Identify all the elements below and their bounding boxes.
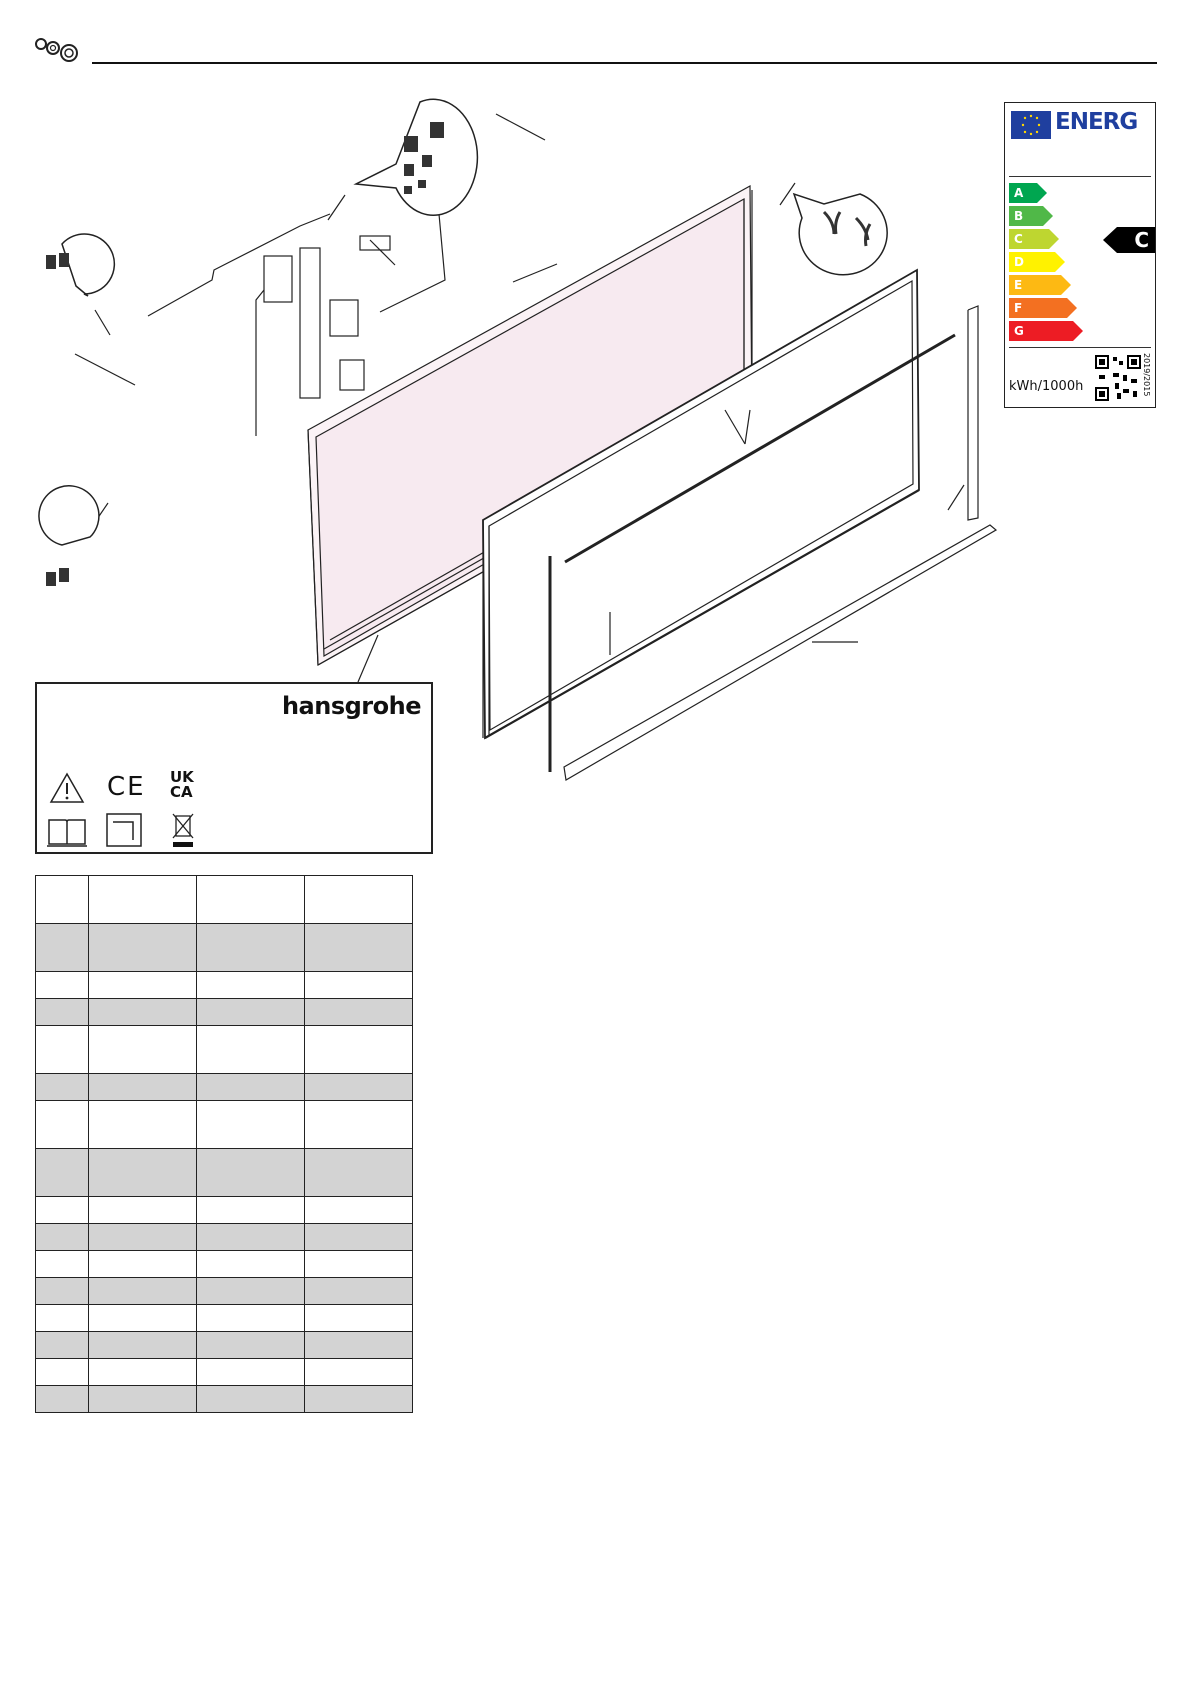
table-cell bbox=[197, 924, 305, 972]
table-row bbox=[36, 1224, 413, 1251]
table-row bbox=[36, 972, 413, 999]
table-cell bbox=[36, 1074, 89, 1101]
callout-wall-plate-lower bbox=[39, 486, 99, 545]
table-cell bbox=[36, 1101, 89, 1149]
table-cell bbox=[305, 1149, 413, 1197]
energy-class-f: F bbox=[1009, 298, 1067, 318]
warning-icon bbox=[49, 772, 85, 804]
table-cell bbox=[197, 999, 305, 1026]
table-cell bbox=[197, 876, 305, 924]
table-cell bbox=[305, 1278, 413, 1305]
table-row bbox=[36, 924, 413, 972]
table-cell bbox=[197, 1026, 305, 1074]
table-cell bbox=[197, 1251, 305, 1278]
table-cell bbox=[305, 999, 413, 1026]
table-cell bbox=[89, 1101, 197, 1149]
brand-logo: hansgrohe bbox=[281, 692, 421, 720]
table-cell bbox=[89, 1386, 197, 1413]
table-row bbox=[36, 1386, 413, 1413]
table-cell bbox=[197, 1224, 305, 1251]
table-cell bbox=[89, 972, 197, 999]
table-row bbox=[36, 1305, 413, 1332]
table-cell bbox=[89, 1149, 197, 1197]
callout-hooks bbox=[794, 194, 887, 275]
energy-class-d: D bbox=[1009, 252, 1055, 272]
table-cell bbox=[197, 972, 305, 999]
table-row bbox=[36, 1026, 413, 1074]
frame-icon bbox=[105, 812, 143, 848]
table-cell bbox=[89, 1332, 197, 1359]
table-cell bbox=[305, 1332, 413, 1359]
table-cell bbox=[305, 876, 413, 924]
table-row bbox=[36, 876, 413, 924]
table-cell bbox=[197, 1149, 305, 1197]
table-row bbox=[36, 1278, 413, 1305]
table-cell bbox=[305, 1101, 413, 1149]
table-cell bbox=[197, 1074, 305, 1101]
table-cell bbox=[36, 1149, 89, 1197]
callout-wall-plate-upper bbox=[62, 234, 114, 296]
energy-class-e: E bbox=[1009, 275, 1061, 295]
table-cell bbox=[36, 1197, 89, 1224]
side-profile bbox=[968, 306, 978, 520]
table-cell bbox=[89, 1074, 197, 1101]
energy-class-c: C bbox=[1009, 229, 1049, 249]
ukca-mark-ca: CA bbox=[170, 783, 193, 801]
energy-class-a: A bbox=[1009, 183, 1037, 203]
table-cell bbox=[197, 1305, 305, 1332]
energy-label bbox=[1004, 102, 1156, 408]
table-row bbox=[36, 1359, 413, 1386]
table-cell bbox=[305, 972, 413, 999]
table-cell bbox=[305, 1305, 413, 1332]
table-cell bbox=[36, 1332, 89, 1359]
table-cell bbox=[197, 1359, 305, 1386]
table-cell bbox=[305, 1074, 413, 1101]
table-cell bbox=[89, 1359, 197, 1386]
table-cell bbox=[89, 1026, 197, 1074]
table-cell bbox=[89, 924, 197, 972]
energy-unit: kWh/1000h bbox=[1009, 379, 1084, 394]
table-cell bbox=[36, 1278, 89, 1305]
table-cell bbox=[36, 1359, 89, 1386]
table-row bbox=[36, 1074, 413, 1101]
table-row bbox=[36, 1251, 413, 1278]
energy-class-g: G bbox=[1009, 321, 1073, 341]
ukca-mark-icon bbox=[170, 770, 194, 800]
table-cell bbox=[36, 1386, 89, 1413]
table-cell bbox=[36, 1305, 89, 1332]
table-cell bbox=[89, 1224, 197, 1251]
qr-code-icon bbox=[1095, 355, 1141, 401]
table-cell bbox=[305, 1197, 413, 1224]
table-cell bbox=[89, 1197, 197, 1224]
table-row bbox=[36, 1197, 413, 1224]
table-cell bbox=[305, 1359, 413, 1386]
table-row bbox=[36, 1149, 413, 1197]
table-cell bbox=[36, 999, 89, 1026]
ce-mark-icon: CE bbox=[107, 772, 146, 802]
ukca-mark-uk: UK bbox=[170, 768, 194, 786]
table-cell bbox=[89, 1305, 197, 1332]
table-cell bbox=[36, 876, 89, 924]
table-cell bbox=[197, 1278, 305, 1305]
table-cell bbox=[305, 1026, 413, 1074]
energy-regulation: 2019/2015 bbox=[1142, 353, 1151, 397]
table-cell bbox=[36, 1224, 89, 1251]
table-cell bbox=[89, 876, 197, 924]
specification-table bbox=[35, 875, 413, 1413]
table-cell bbox=[36, 972, 89, 999]
table-cell bbox=[89, 999, 197, 1026]
table-cell bbox=[89, 1278, 197, 1305]
energy-class-b: B bbox=[1009, 206, 1043, 226]
callout-clips bbox=[356, 99, 477, 215]
weee-bin-icon bbox=[171, 810, 195, 850]
energy-rating-badge: C bbox=[1117, 227, 1155, 253]
table-row bbox=[36, 1101, 413, 1149]
table-cell bbox=[305, 1251, 413, 1278]
table-cell bbox=[36, 1251, 89, 1278]
table-cell bbox=[197, 1197, 305, 1224]
table-cell bbox=[197, 1386, 305, 1413]
product-label-box bbox=[35, 682, 433, 854]
table-cell bbox=[197, 1101, 305, 1149]
table-cell bbox=[305, 1224, 413, 1251]
table-cell bbox=[36, 924, 89, 972]
manual-icon bbox=[45, 814, 89, 848]
eu-flag-icon bbox=[1011, 111, 1051, 139]
table-cell bbox=[36, 1026, 89, 1074]
table-cell bbox=[197, 1332, 305, 1359]
table-cell bbox=[305, 1386, 413, 1413]
table-cell bbox=[89, 1251, 197, 1278]
table-row bbox=[36, 1332, 413, 1359]
table-row bbox=[36, 999, 413, 1026]
table-cell bbox=[305, 924, 413, 972]
energy-label-title: ENERG bbox=[1055, 109, 1138, 135]
